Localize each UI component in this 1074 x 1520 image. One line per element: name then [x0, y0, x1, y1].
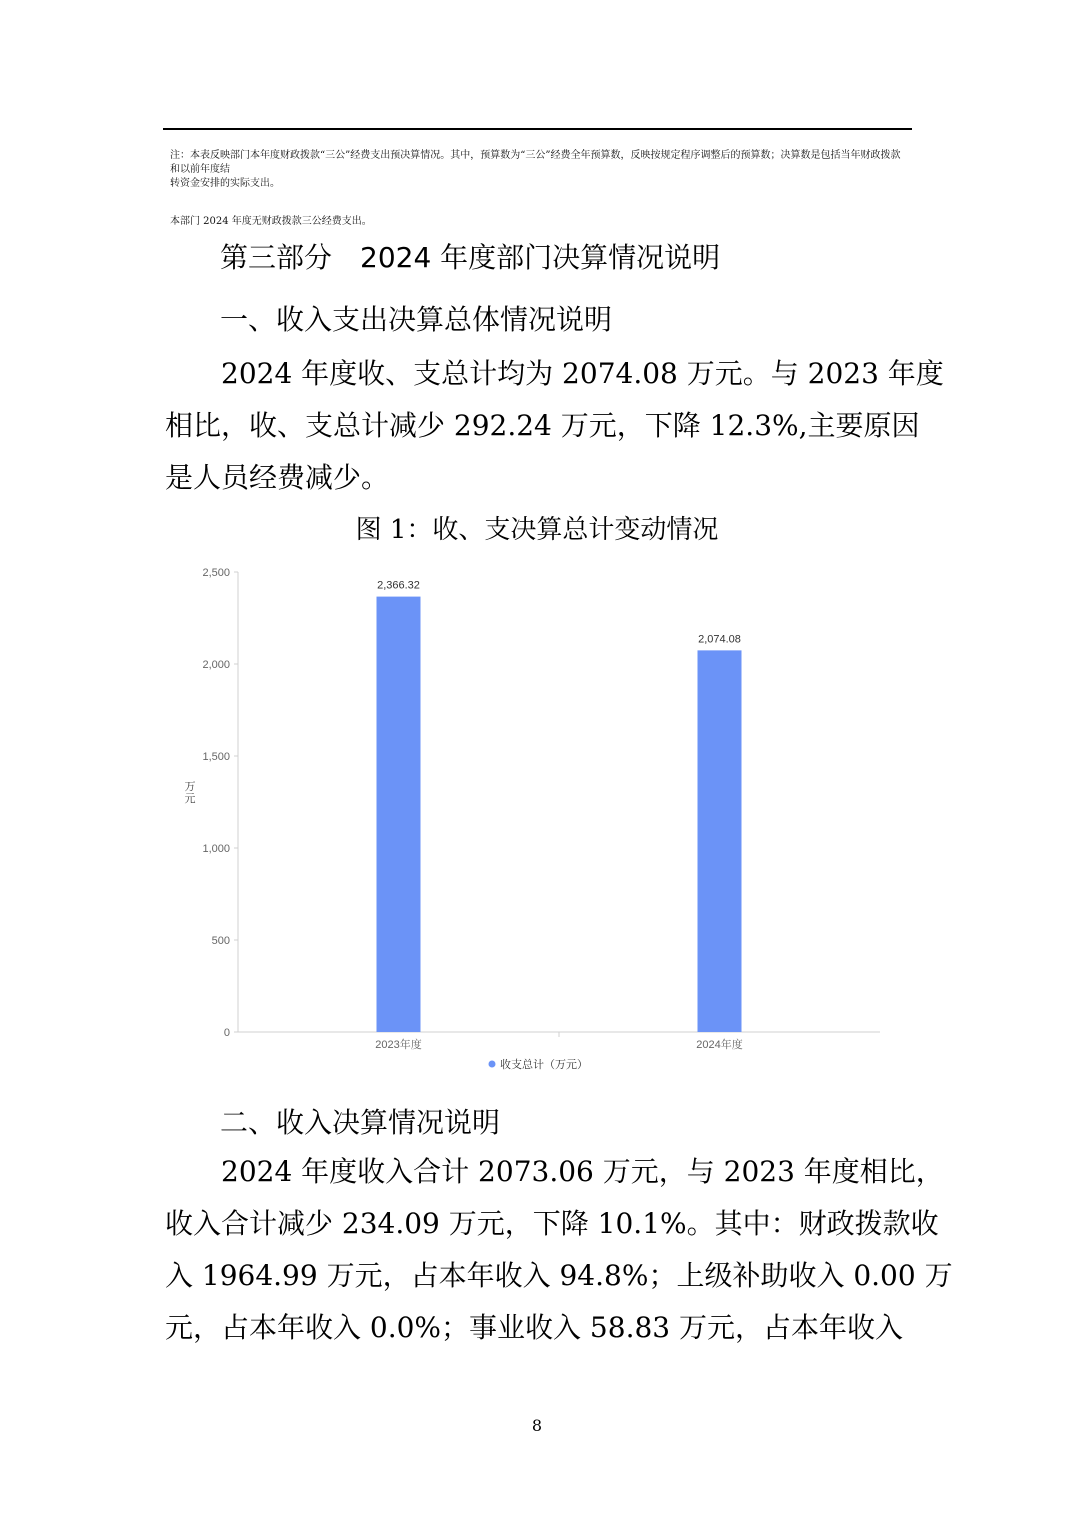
section-2-paragraph [165, 1146, 953, 1354]
y-tick-label: 1,500 [202, 751, 230, 763]
bar-value-label: 2,366.32 [377, 579, 420, 592]
legend-label: 收支总计（万元） [500, 1059, 588, 1071]
paragraph-line: 收入合计减少 234.09 万元，下降 10.1%。其中：财政拨款收 [165, 1207, 939, 1240]
bar [698, 650, 742, 1032]
paragraph-line: 相比，收、支总计减少 292.24 万元，下降 12.3%,主要原因 [165, 409, 920, 442]
section-1-paragraph [165, 348, 944, 504]
bar-chart [170, 558, 890, 1088]
figure-caption: 图 1：收、支决算总计变动情况 [355, 515, 719, 545]
table-note-line-3: 本部门 2024 年度无财政拨款三公经费支出。 [170, 216, 372, 227]
paragraph-line: 2024 年度收入合计 2073.06 万元，与 2023 年度相比， [221, 1155, 944, 1188]
y-tick-label: 2,500 [202, 567, 230, 579]
bar-value-label: 2,074.08 [698, 633, 741, 646]
x-tick-label: 2023年度 [375, 1039, 422, 1051]
y-axis-label: 万 [184, 781, 196, 793]
y-tick-label: 1,000 [202, 843, 230, 855]
bar [377, 597, 421, 1032]
section-2-title: 二、收入决算情况说明 [220, 1106, 501, 1139]
section-1-title: 一、收入支出决算总体情况说明 [220, 303, 613, 336]
table-bottom-rule [163, 128, 912, 130]
y-tick-label: 0 [223, 1027, 230, 1039]
paragraph-line: 2024 年度收、支总计均为 2074.08 万元。与 2023 年度 [221, 357, 944, 390]
y-tick-label: 500 [211, 935, 230, 947]
paragraph-line: 入 1964.99 万元，占本年收入 94.8%；上级补助收入 0.00 万 [165, 1259, 953, 1292]
paragraph-line: 是人员经费减少。 [165, 461, 390, 494]
y-axis-label: 元 [184, 793, 196, 805]
page-number: 8 [531, 1416, 543, 1435]
y-tick-label: 2,000 [202, 659, 230, 671]
paragraph-line: 元，占本年收入 0.0%；事业收入 58.83 万元，占本年收入 [165, 1311, 903, 1344]
x-tick-label: 2024年度 [696, 1039, 743, 1051]
table-note-line-2: 转资金安排的实际支出。 [170, 178, 280, 189]
part-title: 第三部分 2024 年度部门决算情况说明 [220, 241, 721, 274]
table-note-line-1: 注：本表反映部门本年度财政拨款“三公”经费支出预决算情况。其中，预算数为“三公”经费全年预算数，反映按规定程序调整后的预算数；决算数是包括当年财政拨款和以前年度结 [170, 150, 901, 175]
legend-marker [489, 1061, 496, 1068]
